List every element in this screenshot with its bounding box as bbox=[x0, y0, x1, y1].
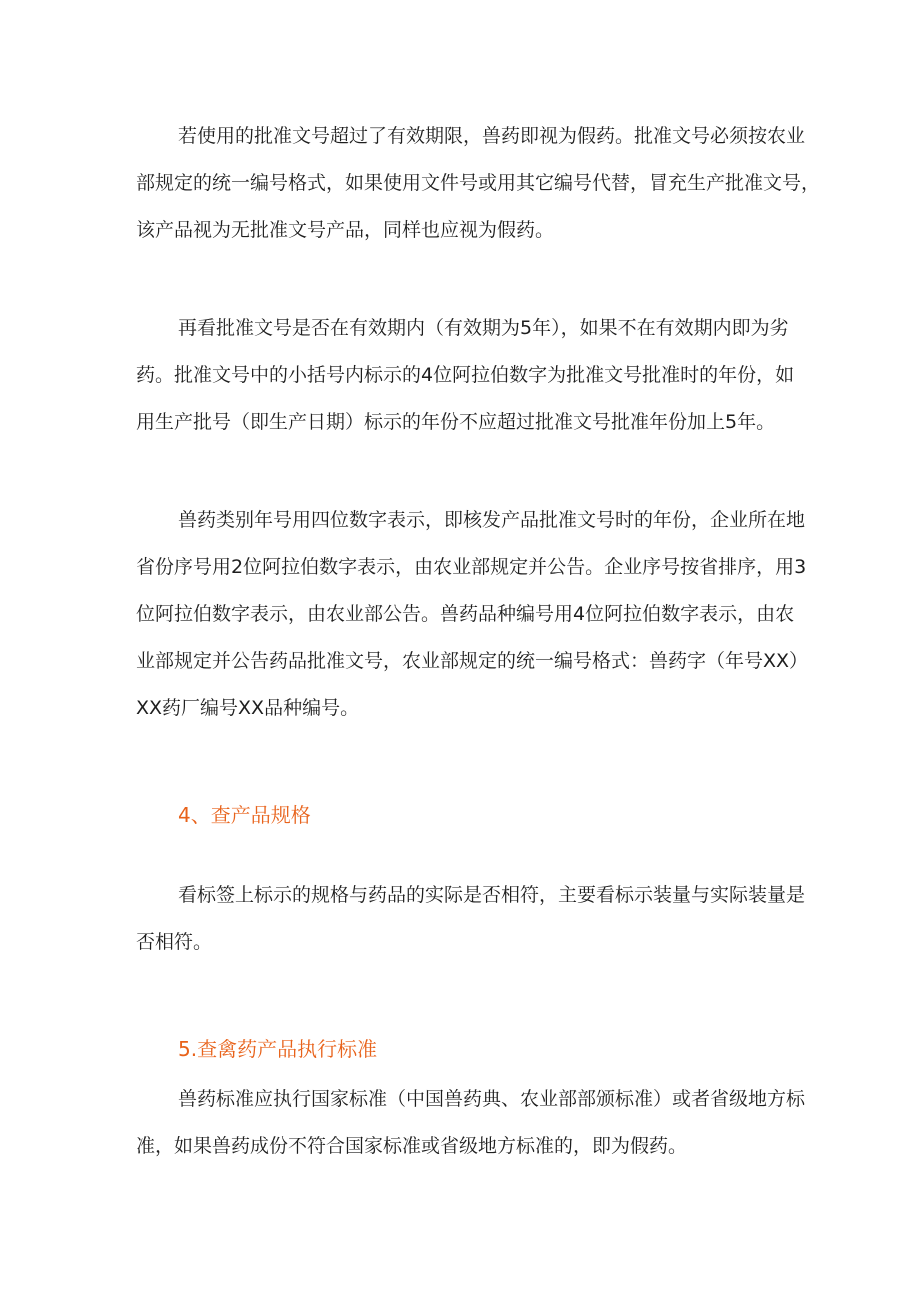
paragraph-number-format bbox=[136, 497, 809, 732]
text-line: 位阿拉伯数字表示，由农业部公告。兽药品种编号用4位阿拉伯数字表示，由农 bbox=[136, 603, 795, 625]
paragraph-product-spec bbox=[136, 872, 806, 966]
text-line: 业部规定并公告药品批准文号，农业部规定的统一编号格式：兽药字（年号XX） bbox=[136, 650, 809, 672]
section-heading-execution-standard: 5.查禽药产品执行标准 bbox=[178, 1037, 378, 1061]
paragraph-approval-number-expiry bbox=[136, 113, 821, 254]
text-line: 兽药类别年号用四位数字表示，即核发产品批准文号时的年份，企业所在地 bbox=[178, 509, 806, 531]
text-line: 兽药标准应执行国家标准（中国兽药典、农业部部颁标准）或者省级地方标 bbox=[178, 1088, 806, 1110]
section-heading-product-spec: 4、查产品规格 bbox=[178, 803, 311, 827]
text-line: 否相符。 bbox=[136, 931, 213, 953]
text-line: 部规定的统一编号格式，如果使用文件号或用其它编号代替，冒充生产批准文号， bbox=[136, 172, 821, 194]
paragraph-execution-standard bbox=[136, 1076, 806, 1170]
text-line: 再看批准文号是否在有效期内（有效期为5年），如果不在有效期内即为劣 bbox=[178, 317, 789, 339]
text-line: 看标签上标示的规格与药品的实际是否相符，主要看标示装量与实际装量是 bbox=[178, 884, 806, 906]
text-line: 该产品视为无批准文号产品，同样也应视为假药。 bbox=[136, 219, 555, 241]
text-line: 省份序号用2位阿拉伯数字表示，由农业部规定并公告。企业序号按省排序，用3 bbox=[136, 556, 807, 578]
text-line: 若使用的批准文号超过了有效期限，兽药即视为假药。批准文号必须按农业 bbox=[178, 125, 806, 147]
text-line: 用生产批号（即生产日期）标示的年份不应超过批准文号批准年份加上5年。 bbox=[136, 411, 776, 433]
text-line: 药。批准文号中的小括号内标示的4位阿拉伯数字为批准文号批准时的年份，如 bbox=[136, 364, 795, 386]
text-line: XX药厂编号XX品种编号。 bbox=[136, 697, 360, 719]
text-line: 准，如果兽药成份不符合国家标准或省级地方标准的，即为假药。 bbox=[136, 1135, 688, 1157]
paragraph-validity-period bbox=[136, 305, 795, 446]
